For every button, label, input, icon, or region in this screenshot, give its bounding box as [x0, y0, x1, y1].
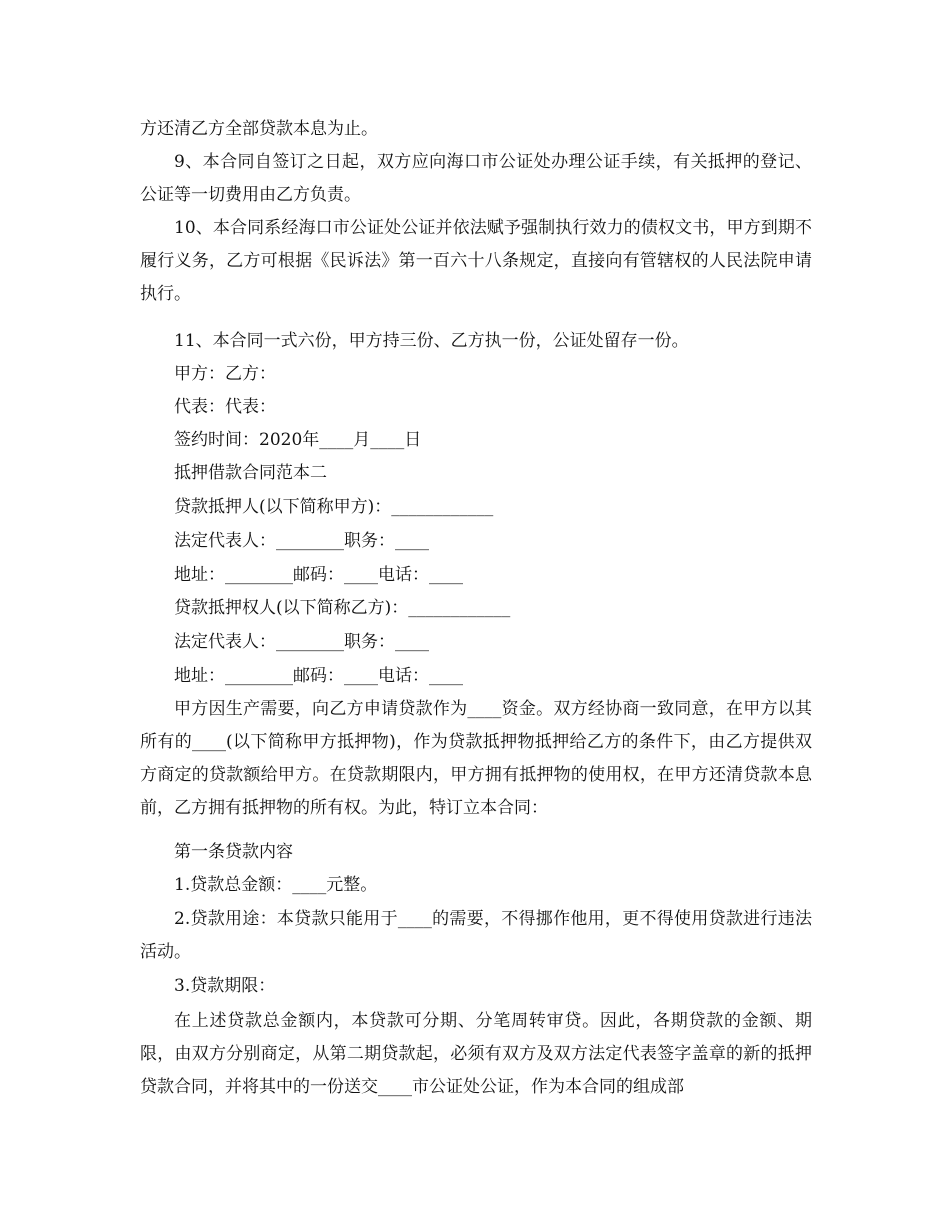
- signature-parties: 甲方：乙方：: [174, 364, 276, 384]
- clause-9-notarization: 9、本合同自签订之日起，双方应向海口市公证处办理公证手续，有关抵押的登记、公证等一切费用由乙方负责。: [140, 152, 812, 205]
- template-title: 抵押借款合同范本二: [174, 463, 327, 483]
- mortgagor-line: 贷款抵押人(以下简称甲方)：____________: [174, 497, 494, 517]
- mortgagor-address-line: 地址：________邮码：____电话：____: [174, 565, 463, 585]
- mortgagee-line: 贷款抵押权人(以下简称乙方)：____________: [174, 598, 511, 618]
- mortgagor-legal-rep-line: 法定代表人：________职务：____: [174, 531, 429, 551]
- clause-10-enforcement: 10、本合同系经海口市公证处公证并依法赋予强制执行效力的债权文书，甲方到期不履行义务，乙方可根据《民诉法》第一百六十八条规定，直接向有管辖权的人民法院申请执行。: [140, 218, 812, 304]
- loan-term-paragraph: 在上述贷款总金额内，本贷款可分期、分笔周转审贷。因此，各期贷款的金额、期限，由双方分别商定，从第二期贷款起，必须有双方及双方法定代表签字盖章的新的抵押贷款合同，并将其中的一份送交____市公证处公证，作为本合同的组成部: [140, 1011, 812, 1097]
- signature-representatives: 代表：代表：: [174, 397, 276, 417]
- paragraph-continuation: 方还清乙方全部贷款本息为止。: [140, 119, 378, 139]
- mortgagee-address-line: 地址：________邮码：____电话：____: [174, 666, 463, 686]
- signing-date: 签约时间：2020年____月____日: [174, 430, 422, 450]
- mortgagee-legal-rep-line: 法定代表人：________职务：____: [174, 632, 429, 652]
- preamble-paragraph: 甲方因生产需要，向乙方申请贷款作为____资金。双方经协商一致同意，在甲方以其所有的____(以下简称甲方抵押物)，作为贷款抵押物抵押给乙方的条件下，由乙方提供双方商定的贷款额给甲方。在贷款期限内，甲方拥有抵押物的使用权，在甲方还清贷款本息前，乙方拥有抵押物的所有权。为此，特订立本合同：: [140, 699, 812, 818]
- loan-total-amount: 1.贷款总金额：____元整。: [174, 875, 378, 895]
- article-1-heading: 第一条贷款内容: [174, 842, 293, 862]
- clause-11-copies: 11、本合同一式六份，甲方持三份、乙方执一份，公证处留存一份。: [174, 331, 689, 351]
- loan-term-heading: 3.贷款期限：: [174, 976, 276, 996]
- loan-purpose: 2.贷款用途：本贷款只能用于____的需要，不得挪作他用，更不得使用贷款进行违法活动。: [140, 909, 812, 962]
